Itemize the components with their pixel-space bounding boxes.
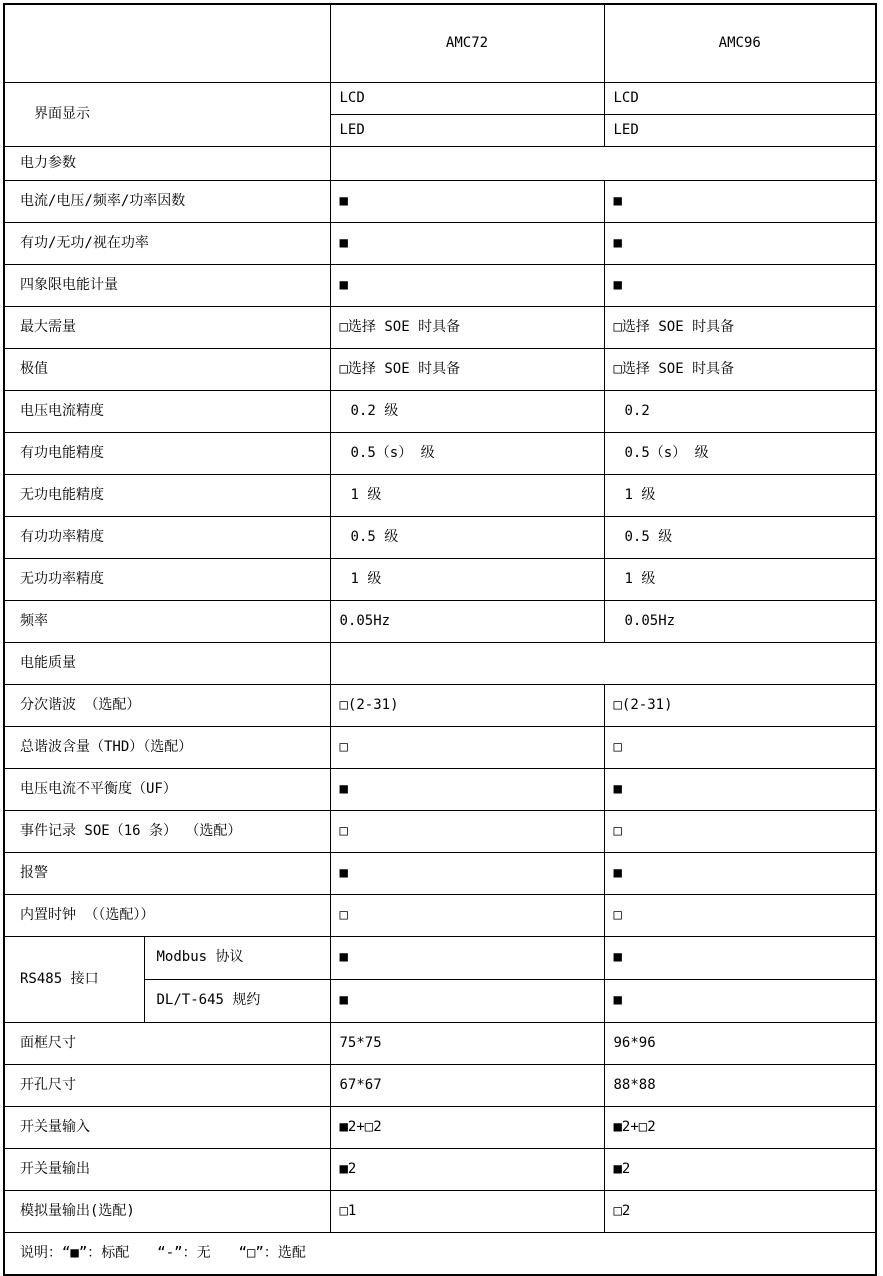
- row-label: 最大需量: [4, 307, 330, 349]
- row-label: 界面显示: [4, 83, 330, 147]
- row-interface-display-lcd: [4, 83, 876, 115]
- amc72-cell: 0.5 级: [330, 517, 604, 559]
- amc72-cell: □(2-31): [330, 685, 604, 727]
- amc72-cell: ■: [330, 980, 604, 1023]
- amc72-cell: ■: [330, 853, 604, 895]
- amc96-cell: □选择 SOE 时具备: [604, 349, 876, 391]
- amc96-cell: ■2+□2: [604, 1107, 876, 1149]
- amc72-cell: 1 级: [330, 475, 604, 517]
- amc72-cell: 67*67: [330, 1065, 604, 1107]
- amc72-cell: ■: [330, 265, 604, 307]
- row-frequency: [4, 601, 876, 643]
- row-label: 电压电流精度: [4, 391, 330, 433]
- amc96-cell: □选择 SOE 时具备: [604, 307, 876, 349]
- amc96-cell: 1 级: [604, 559, 876, 601]
- amc72-cell: □: [330, 727, 604, 769]
- row-label: 开关量输出: [4, 1149, 330, 1191]
- amc96-cell: ■: [604, 853, 876, 895]
- row-unbalance-uf: [4, 769, 876, 811]
- row-voltage-current-accuracy: [4, 391, 876, 433]
- row-label: 有功电能精度: [4, 433, 330, 475]
- row-label: 极值: [4, 349, 330, 391]
- spec-table: [3, 3, 877, 1276]
- row-power-quality-section: [4, 643, 876, 685]
- amc72-cell: ■: [330, 223, 604, 265]
- amc96-cell: 0.5（s） 级: [604, 433, 876, 475]
- row-active-energy-accuracy: [4, 433, 876, 475]
- row-reactive-power-accuracy: [4, 559, 876, 601]
- row-current-voltage-freq-pf: [4, 181, 876, 223]
- row-label: 内置时钟 （（选配））: [4, 895, 330, 937]
- row-analog-output: [4, 1191, 876, 1233]
- amc72-cell: LED: [330, 115, 604, 147]
- amc72-cell: 1 级: [330, 559, 604, 601]
- section-empty-cell: [330, 643, 876, 685]
- row-digital-input: [4, 1107, 876, 1149]
- row-label: 开孔尺寸: [4, 1065, 330, 1107]
- amc72-cell: □: [330, 811, 604, 853]
- amc96-cell: 0.05Hz: [604, 601, 876, 643]
- amc96-cell: ■: [604, 223, 876, 265]
- legend-text: 说明：“■”：标配 “-”：无 “□”：选配: [4, 1233, 876, 1276]
- amc96-cell: 1 级: [604, 475, 876, 517]
- amc96-cell: ■: [604, 181, 876, 223]
- amc72-cell: □1: [330, 1191, 604, 1233]
- amc72-cell: ■: [330, 937, 604, 980]
- row-active-reactive-apparent-power: [4, 223, 876, 265]
- row-four-quadrant-energy: [4, 265, 876, 307]
- row-thd: [4, 727, 876, 769]
- header-empty-cell: [4, 4, 330, 83]
- row-label: 面框尺寸: [4, 1023, 330, 1065]
- row-label: 有功功率精度: [4, 517, 330, 559]
- row-cutout-size: [4, 1065, 876, 1107]
- amc72-cell: ■: [330, 769, 604, 811]
- amc96-cell: 0.5 级: [604, 517, 876, 559]
- amc96-cell: 96*96: [604, 1023, 876, 1065]
- section-label: 电能质量: [4, 643, 330, 685]
- amc72-cell: 0.5（s） 级: [330, 433, 604, 475]
- amc96-cell: 88*88: [604, 1065, 876, 1107]
- amc96-cell: ■2: [604, 1149, 876, 1191]
- row-sublabel-modbus: Modbus 协议: [144, 937, 330, 980]
- row-label-rs485: RS485 接口: [4, 937, 144, 1023]
- amc72-cell: LCD: [330, 83, 604, 115]
- section-empty-cell: [330, 147, 876, 181]
- amc72-cell: ■2+□2: [330, 1107, 604, 1149]
- row-extreme-values: [4, 349, 876, 391]
- amc96-cell: 0.2: [604, 391, 876, 433]
- row-label: 事件记录 SOE（16 条） （选配）: [4, 811, 330, 853]
- row-label: 电流/电压/频率/功率因数: [4, 181, 330, 223]
- row-label: 模拟量输出(选配): [4, 1191, 330, 1233]
- amc72-cell: 75*75: [330, 1023, 604, 1065]
- amc96-cell: ■: [604, 265, 876, 307]
- amc96-cell: □2: [604, 1191, 876, 1233]
- amc72-cell: □: [330, 895, 604, 937]
- amc72-cell: □选择 SOE 时具备: [330, 349, 604, 391]
- row-label: 报警: [4, 853, 330, 895]
- header-row: [4, 4, 876, 83]
- row-panel-size: [4, 1023, 876, 1065]
- amc96-cell: □: [604, 811, 876, 853]
- row-label: 频率: [4, 601, 330, 643]
- section-label: 电力参数: [4, 147, 330, 181]
- amc96-cell: □: [604, 727, 876, 769]
- row-reactive-energy-accuracy: [4, 475, 876, 517]
- row-soe-event-record: [4, 811, 876, 853]
- amc72-cell: ■2: [330, 1149, 604, 1191]
- amc96-cell: LCD: [604, 83, 876, 115]
- row-label: 总谐波含量（THD）（选配）: [4, 727, 330, 769]
- row-power-parameters-section: [4, 147, 876, 181]
- row-label: 分次谐波 （选配）: [4, 685, 330, 727]
- amc96-cell: □(2-31): [604, 685, 876, 727]
- row-label: 电压电流不平衡度（UF）: [4, 769, 330, 811]
- row-rs485-modbus: [4, 937, 876, 980]
- amc72-cell: □选择 SOE 时具备: [330, 307, 604, 349]
- row-label: 有功/无功/视在功率: [4, 223, 330, 265]
- row-label: 开关量输入: [4, 1107, 330, 1149]
- row-harmonics-by-order: [4, 685, 876, 727]
- row-label: 四象限电能计量: [4, 265, 330, 307]
- row-label: 无功电能精度: [4, 475, 330, 517]
- amc72-cell: 0.05Hz: [330, 601, 604, 643]
- amc96-cell: ■: [604, 769, 876, 811]
- row-legend: [4, 1233, 876, 1276]
- amc96-cell: ■: [604, 937, 876, 980]
- row-internal-clock: [4, 895, 876, 937]
- amc96-cell: LED: [604, 115, 876, 147]
- row-active-power-accuracy: [4, 517, 876, 559]
- amc72-cell: ■: [330, 181, 604, 223]
- row-sublabel-dlt645: DL/T-645 规约: [144, 980, 330, 1023]
- amc96-cell: □: [604, 895, 876, 937]
- row-digital-output: [4, 1149, 876, 1191]
- amc72-cell: 0.2 级: [330, 391, 604, 433]
- row-alarm: [4, 853, 876, 895]
- row-max-demand: [4, 307, 876, 349]
- row-label: 无功功率精度: [4, 559, 330, 601]
- amc96-cell: ■: [604, 980, 876, 1023]
- header-amc96: AMC96: [604, 4, 876, 83]
- header-amc72: AMC72: [330, 4, 604, 83]
